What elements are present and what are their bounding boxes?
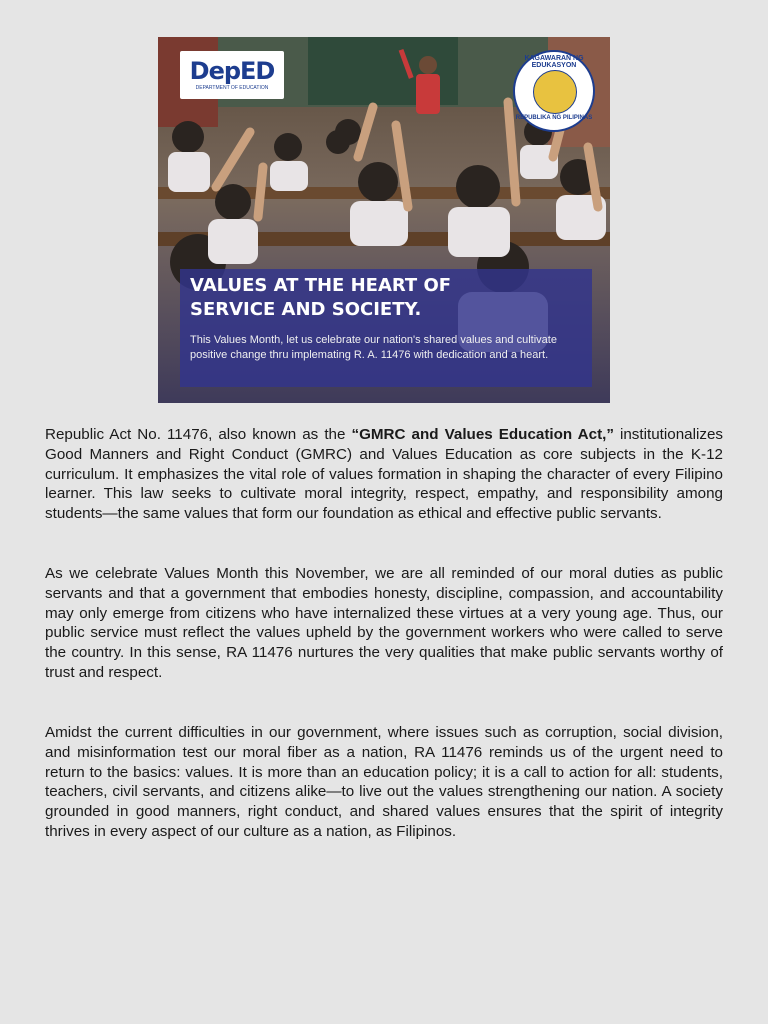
article-paragraph-1 bbox=[45, 425, 723, 524]
article-paragraph-3: Amidst the current difficulties in our government, where issues such as corruption, social division, and misinformation test our moral fiber as a nation, RA 11476 reminds us of the urgent need to return to the basics: values. It is more than an education policy; it is a call to action for all: students, teachers, civil servants, and citizens alike—to live out the values strengthening our nation. A society grounded in good manners, right conduct, and shared values ensures that the spirit of integrity thrives in every aspect of our culture as a nation, as Filipinos. bbox=[45, 724, 723, 840]
deped-logo-subtext: DEPARTMENT OF EDUCATION bbox=[195, 85, 269, 91]
seal-emblem-icon bbox=[533, 70, 577, 114]
seal-text-bottom: REPUBLIKA NG PILIPINAS bbox=[515, 115, 593, 121]
banner-headline bbox=[190, 274, 590, 322]
p1-intro: Republic Act No. 11476, also known as the bbox=[45, 426, 352, 443]
deped-logo-text: DepED bbox=[189, 57, 275, 85]
act-title: “GMRC and Values Education Act,” bbox=[351, 426, 614, 443]
headline-line-1: VALUES AT THE HEART OF bbox=[190, 275, 452, 296]
banner-caption: This Values Month, let us celebrate our nation's shared values and cultivate positive change thru implemating R. A. 11476 with dedication and a heart. bbox=[190, 334, 557, 361]
deped-seal-icon bbox=[513, 50, 595, 132]
seal-text-top: KAGAWARAN NG EDUKASYON bbox=[524, 55, 584, 69]
values-month-banner bbox=[158, 37, 610, 403]
article-paragraph-2: As we celebrate Values Month this November, we are all reminded of our moral duties as public servants and that a government that embodies honesty, discipline, compassion, and accountability may only emerge from citizens who have internalized these virtues at a very young age. Thus, our public service must reflect the values upheld by the government workers who were called to serve the country. In this sense, RA 11476 nurtures the very qualities that make public servants worthy of trust and respect. bbox=[45, 565, 723, 681]
deped-logo bbox=[180, 51, 284, 99]
headline-line-2: SERVICE AND SOCIETY. bbox=[190, 299, 422, 320]
p1-body: institutionalizes Good Manners and Right Conduct (GMRC) and Values Education as core subjects in the K-12 curriculum. It emphasizes the vital role of values formation in shaping the character of every Filipino learner. This law seeks to cultivate moral integrity, respect, empathy, and responsibility among students—the same values that form our foundation as ethical and effective public servants. bbox=[45, 426, 723, 523]
